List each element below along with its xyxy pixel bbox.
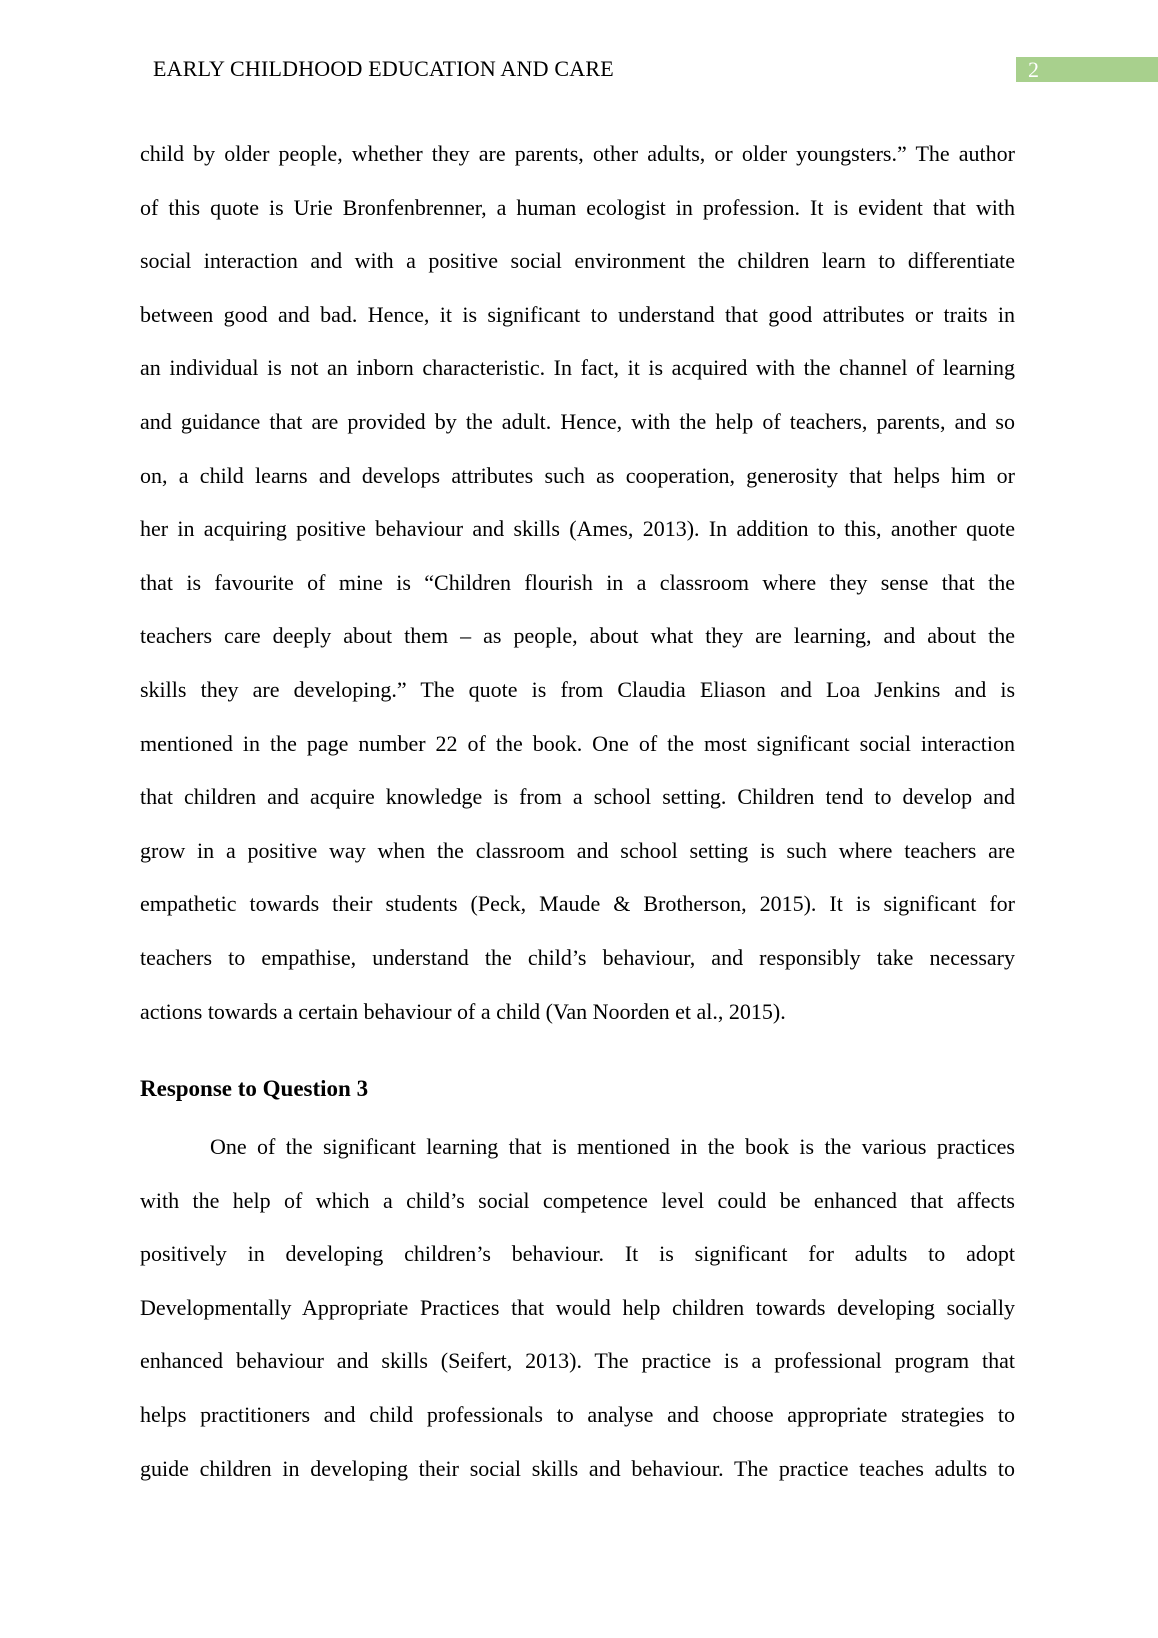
paragraph-line: child by older people, whether they are parents, other adults, or older youngsters.” The author — [140, 141, 1015, 166]
paragraph-line: actions towards a certain behaviour of a child (Van Noorden et al., 2015). — [140, 998, 786, 1024]
paragraph-line: guide children in developing their social skills and behaviour. The practice teaches adults to — [140, 1455, 1015, 1481]
paragraph-line: helps practitioners and child professionals to analyse and choose appropriate strategies to — [140, 1401, 1015, 1427]
paragraph-1 — [140, 127, 1015, 1038]
paragraph-line: skills they are developing.” The quote is from Claudia Eliason and Loa Jenkins and is — [140, 676, 1015, 702]
paragraph-line: empathetic towards their students (Peck, Maude & Brotherson, 2015). It is significant for — [140, 891, 1015, 917]
paragraph-line: enhanced behaviour and skills (Seifert, 2013). The practice is a professional program that — [140, 1348, 1015, 1374]
page-number: 2 — [1028, 57, 1039, 82]
paragraph-line: between good and bad. Hence, it is significant to understand that good attributes or traits in — [140, 301, 1015, 327]
paragraph-line: that children and acquire knowledge is from a school setting. Children tend to develop and — [140, 784, 1015, 810]
section-heading: Response to Question 3 — [140, 1076, 369, 1101]
paragraph-line: positively in developing children’s behaviour. It is significant for adults to adopt — [140, 1241, 1015, 1267]
paragraph-line: social interaction and with a positive social environment the children learn to differentiate — [140, 248, 1015, 274]
paragraph-line: an individual is not an inborn characteristic. In fact, it is acquired with the channel of learning — [140, 355, 1015, 381]
paragraph-line: of this quote is Urie Bronfenbrenner, a human ecologist in profession. It is evident that with — [140, 194, 1015, 220]
paragraph-line: One of the significant learning that is mentioned in the book is the various practices — [210, 1134, 1015, 1159]
paragraph-line: Developmentally Appropriate Practices that would help children towards developing socially — [140, 1294, 1015, 1320]
paragraph-line: teachers care deeply about them – as people, about what they are learning, and about the — [140, 623, 1015, 649]
paragraph-line: teachers to empathise, understand the child’s behaviour, and responsibly take necessary — [140, 944, 1015, 970]
paragraph-line: that is favourite of mine is “Children flourish in a classroom where they sense that the — [140, 569, 1015, 595]
paragraph-line: mentioned in the page number 22 of the book. One of the most significant social interaction — [140, 730, 1015, 756]
page-number-box — [1016, 57, 1158, 82]
paragraph-line: her in acquiring positive behaviour and skills (Ames, 2013). In addition to this, another quote — [140, 516, 1015, 542]
paragraph-2 — [140, 1120, 1015, 1495]
paragraph-line: on, a child learns and develops attributes such as cooperation, generosity that helps him or — [140, 462, 1015, 488]
paragraph-line: and guidance that are provided by the adult. Hence, with the help of teachers, parents, and so — [140, 408, 1015, 434]
paragraph-line: with the help of which a child’s social competence level could be enhanced that affects — [140, 1187, 1015, 1213]
paragraph-line: grow in a positive way when the classroom and school setting is such where teachers are — [140, 837, 1015, 863]
running-head: EARLY CHILDHOOD EDUCATION AND CARE — [153, 56, 614, 81]
